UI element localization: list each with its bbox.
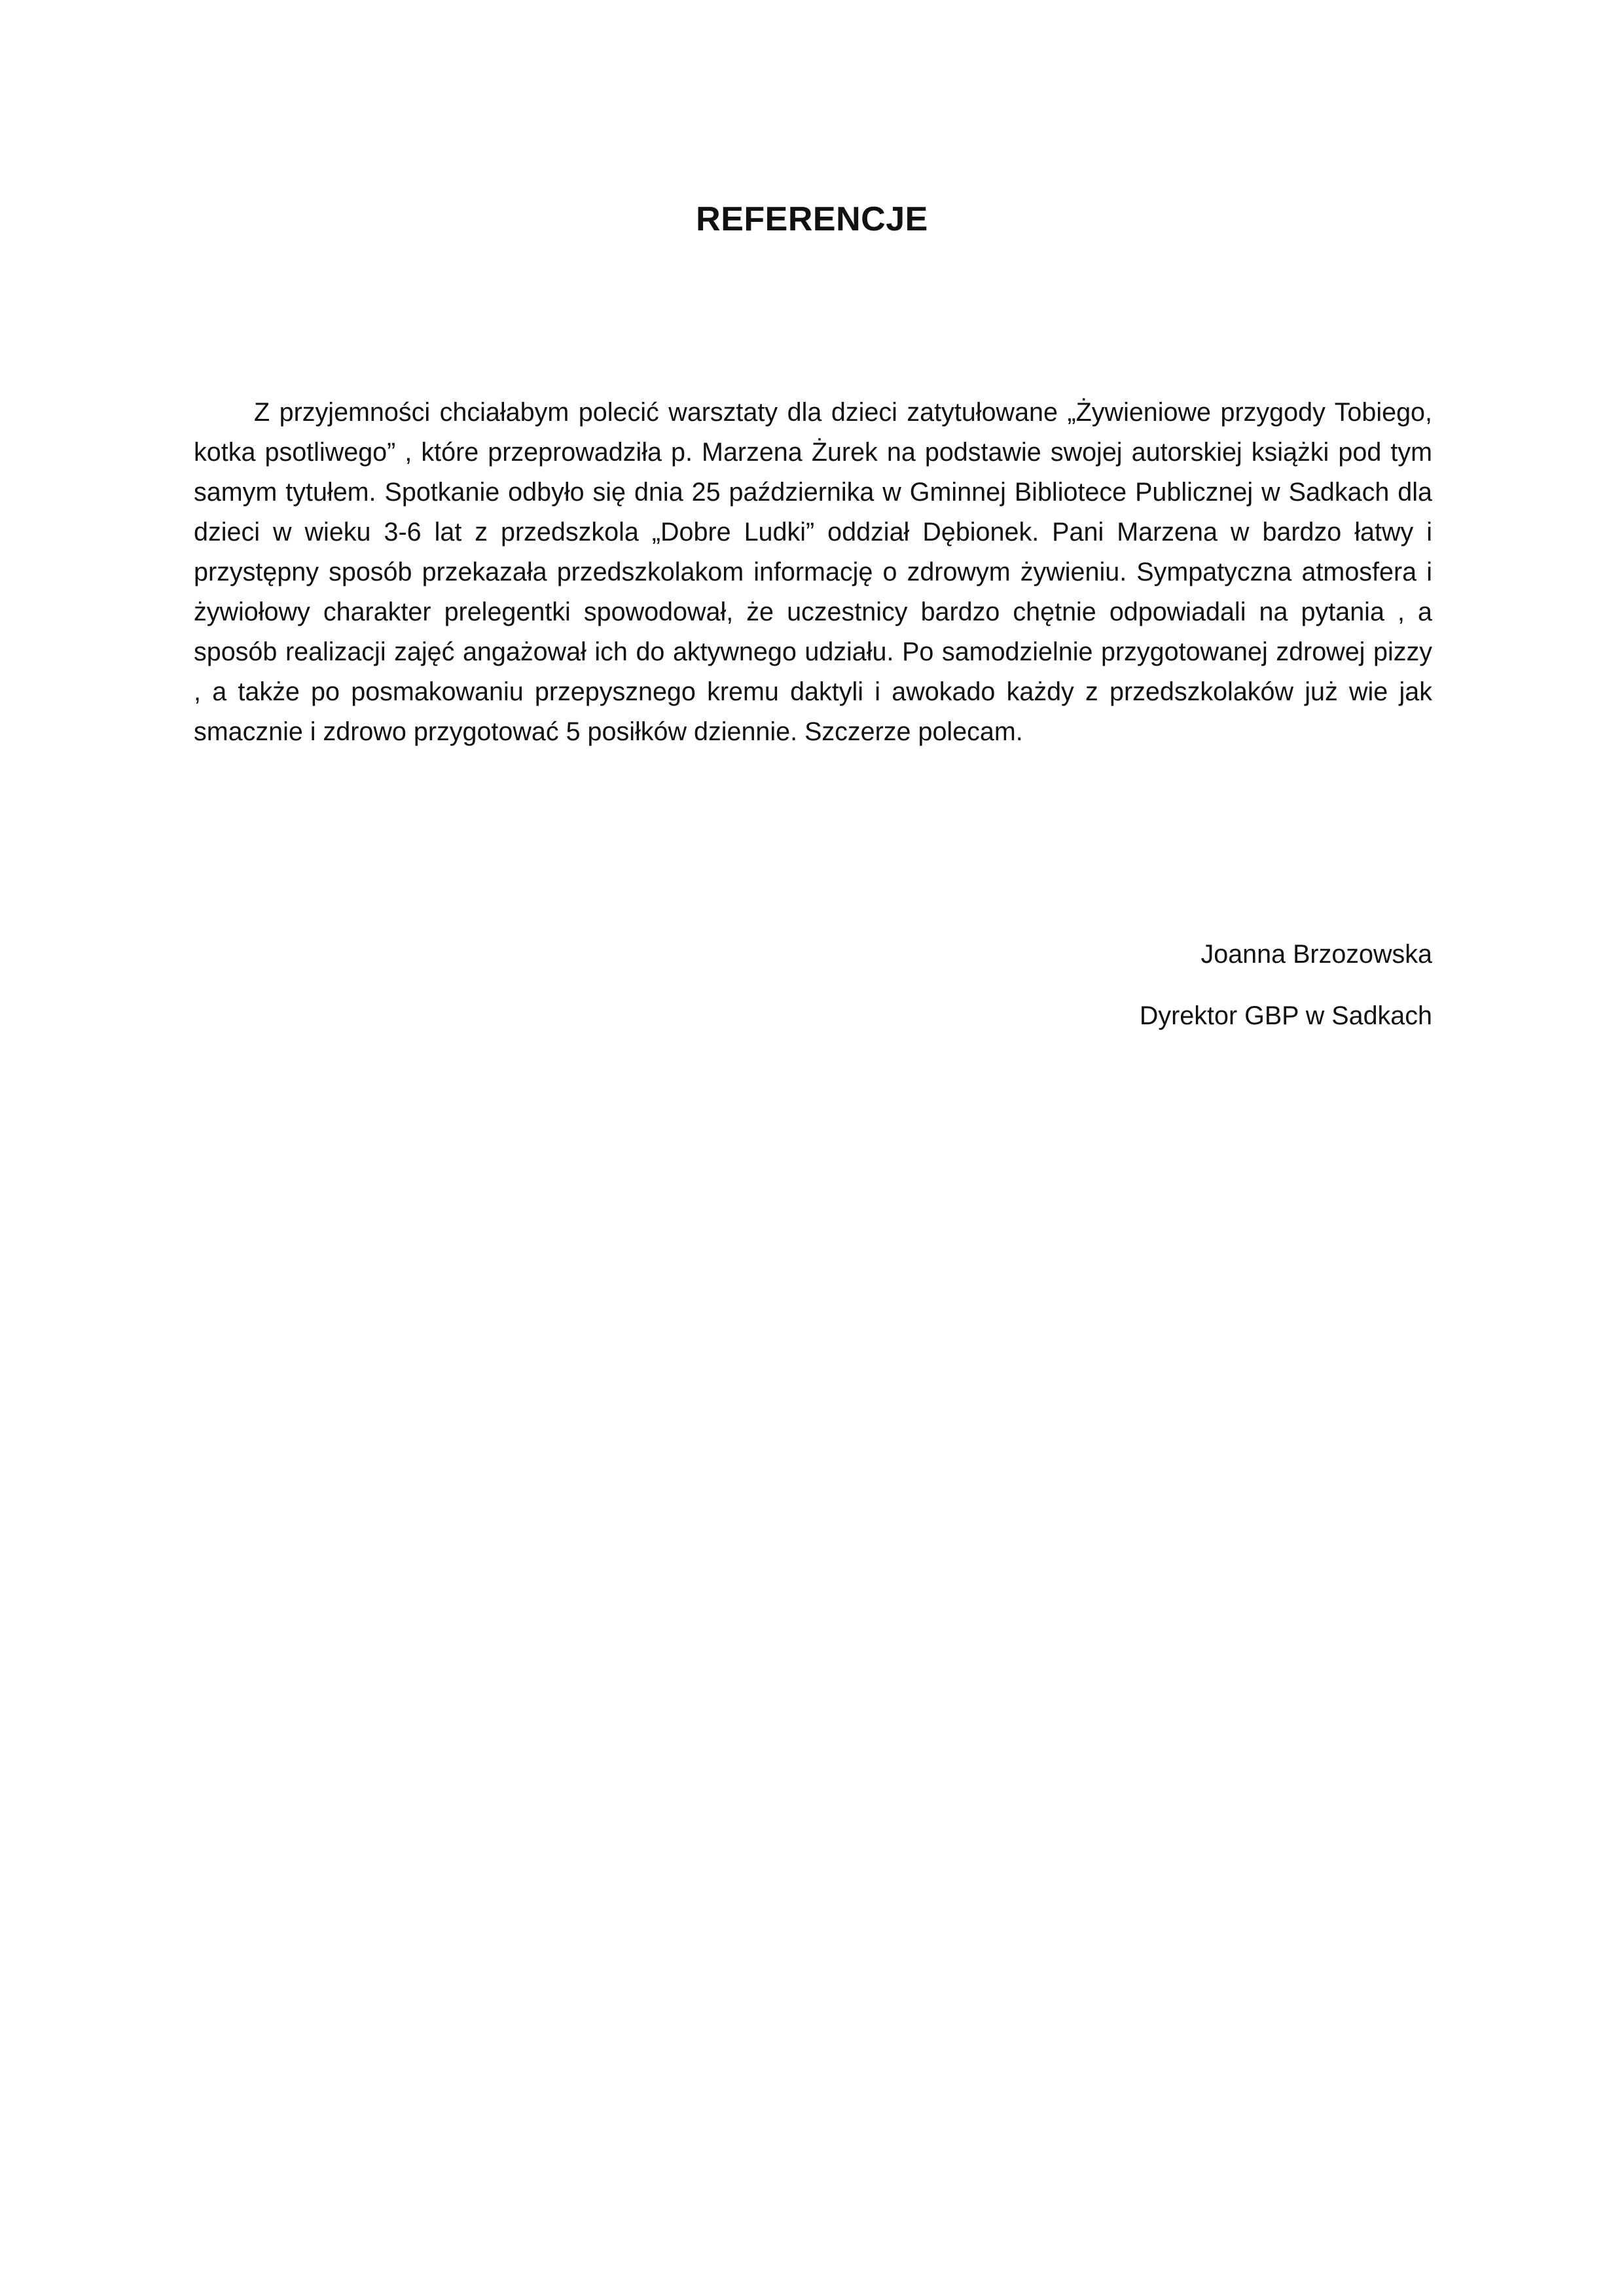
document-title: REFERENCJE [696,200,928,238]
reference-body-text: Z przyjemności chciałabym polecić warsztaty dla dzieci zatytułowane „Żywieniowe przygody Tobiego, kotka psotliwego” , które przeprowadziła p. Marzena Żurek na podstawie swojej autorskiej książki pod tym samym tytułem. Spotkanie odbyło się dnia 25 października w Gminnej Bibliotece Publicznej w Sadkach dla dzieci w wieku 3-6 lat z przedszkola „Dobre Ludki” oddział Dębionek. Pani Marzena w bardzo łatwy i przystępny sposób przekazała przedszkolakom informację o zdrowym żywieniu. Sympatyczna atmosfera i żywiołowy charakter prelegentki spowodował, że uczestnicy bardzo chętnie odpowiadali na pytania , a sposób realizacji zajęć angażował ich do aktywnego udziału. Po samodzielnie przygotowanej zdrowej pizzy , a także po posmakowaniu przepysznego kremu daktyli i awokado każdy z przedszkolaków już wie jak smacznie i zdrowo przygotować 5 posiłków dziennie. Szczerze polecam. [194,398,1432,746]
signature-name: Joanna Brzozowska [1200,940,1432,969]
signature-role: Dyrektor GBP w Sadkach [1139,1001,1432,1030]
